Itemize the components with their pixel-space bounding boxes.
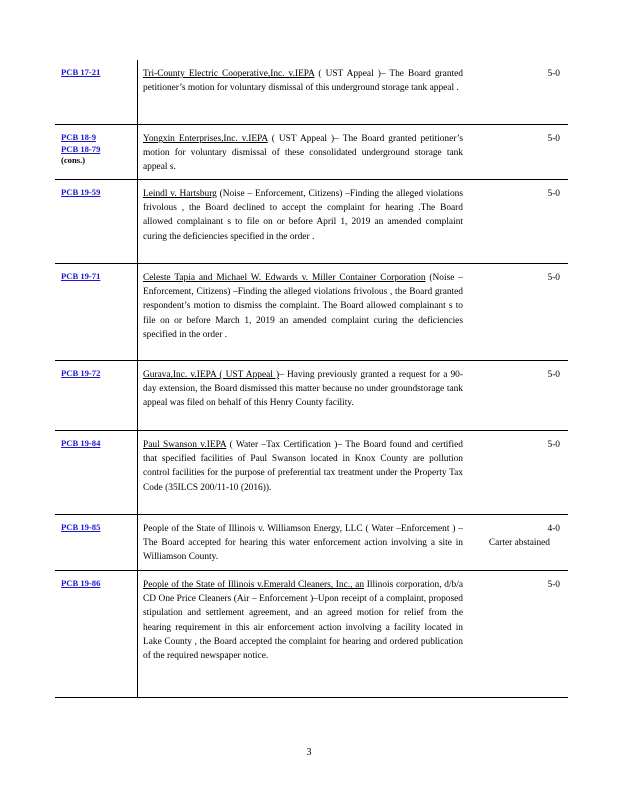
table-row xyxy=(55,361,568,431)
case-link[interactable]: PCB 18-79 xyxy=(61,143,101,154)
vote-cell xyxy=(450,522,560,550)
column-divider xyxy=(137,431,138,514)
case-link[interactable]: PCB 19-85 xyxy=(61,522,101,532)
column-divider xyxy=(137,60,138,124)
case-description xyxy=(143,271,463,342)
case-caption: Paul Swanson v.IEPA xyxy=(143,440,227,450)
column-divider xyxy=(137,180,138,263)
case-description xyxy=(143,132,463,175)
case-numbers xyxy=(61,187,139,199)
column-divider xyxy=(137,515,138,570)
table-row xyxy=(55,515,568,571)
case-summary: (Noise – Enforcement, Citizens) –Finding the alleged violations frivolous , the Board declined to accept the complaint for hearing .The Board allowed complainant s to file on or before April 1, 2019 an amended complaint curing the deficiencies specified in the order . xyxy=(143,189,463,242)
column-divider xyxy=(137,361,138,430)
vote-cell xyxy=(450,438,560,452)
case-description xyxy=(143,438,463,495)
page-number: 3 xyxy=(306,747,312,758)
case-link[interactable]: PCB 19-72 xyxy=(61,368,101,378)
vote-note: Carter abstained xyxy=(488,538,550,549)
vote-count: 5-0 xyxy=(547,370,560,380)
case-summary: Illinois corporation, d/b/a CD One Price Cleaners (Air – Enforcement )–Upon receipt of a complaint, proposed stipulation and settlement agreement, and an agreed motion for relief from the hearing requirement in this air enforcement action involving a facility located in Lake County , the Board accepted the complaint for hearing and ordered publication of the required newspaper notice. xyxy=(143,580,463,662)
case-description xyxy=(143,578,463,663)
case-description xyxy=(143,67,463,95)
case-description xyxy=(143,187,463,244)
case-summary: – Having previously granted a request for a 90-day extension, the Board dismissed this matter because no under groundstorage tank appeal was filed on behalf of this Henry County facility. xyxy=(143,370,463,409)
vote-cell xyxy=(450,578,560,592)
case-caption: Gurava,Inc. v.IEPA ( UST Appeal ) xyxy=(143,370,280,380)
case-numbers xyxy=(61,67,139,79)
vote-count: 5-0 xyxy=(547,273,560,283)
case-caption: People of the State of Illinois v.Emerald Cleaners, Inc., an xyxy=(143,580,365,590)
column-divider xyxy=(137,264,138,360)
table-row xyxy=(55,264,568,361)
table-row xyxy=(55,431,568,515)
case-link[interactable]: PCB 17-21 xyxy=(61,67,101,77)
table-row xyxy=(55,125,568,180)
table-row xyxy=(55,571,568,698)
column-divider xyxy=(137,125,138,179)
case-link[interactable]: PCB 19-59 xyxy=(61,187,101,197)
vote-count: 5-0 xyxy=(547,580,560,590)
case-numbers xyxy=(61,578,139,590)
case-numbers xyxy=(61,271,139,283)
case-numbers xyxy=(61,132,139,167)
case-numbers xyxy=(61,438,139,450)
case-description xyxy=(143,368,463,411)
board-actions-table xyxy=(55,60,568,698)
case-link[interactable]: PCB 19-86 xyxy=(61,578,101,588)
vote-cell xyxy=(450,67,560,81)
case-caption: Tri-County Electric Cooperative,Inc. v.IEPA xyxy=(143,69,315,79)
case-link[interactable]: PCB 19-84 xyxy=(61,438,101,448)
vote-cell xyxy=(450,187,560,201)
case-link[interactable]: PCB 19-71 xyxy=(61,271,101,281)
vote-cell xyxy=(450,132,560,146)
table-row xyxy=(55,180,568,264)
case-link[interactable]: PCB 18-9 xyxy=(61,132,97,142)
case-caption: Celeste Tapia and Michael W. Edwards v. Miller Container Corporation xyxy=(143,273,426,283)
vote-count: 4-0 xyxy=(547,524,560,534)
vote-cell xyxy=(450,271,560,285)
case-caption: Yongxin Enterprises,Inc. v.IEPA xyxy=(143,134,268,144)
case-numbers xyxy=(61,522,139,534)
case-description xyxy=(143,522,463,565)
vote-count: 5-0 xyxy=(547,440,560,450)
column-divider xyxy=(137,571,138,697)
case-caption: Leindl v. Hartsburg xyxy=(143,189,217,199)
consolidated-note: (cons.) xyxy=(61,155,86,165)
case-summary: ( Water –Tax Certification )– The Board found and certified that specified facilities of Paul Swanson located in Knox County are pollution control facilities for the purpose of preferential tax treatment under the Property Tax Code (35ILCS 200/11-10 (2016)). xyxy=(143,440,463,493)
vote-count: 5-0 xyxy=(547,134,560,144)
vote-count: 5-0 xyxy=(547,69,560,79)
vote-count: 5-0 xyxy=(547,189,560,199)
table-row xyxy=(55,60,568,125)
case-summary: (Noise –Enforcement, Citizens) –Finding the alleged violations frivolous , the Board granted respondent’s motion to dismiss the complaint. The Board allowed complainant s to file on or before March 1, 2019 an amended complaint curing the deficiencies specified in the order . xyxy=(143,273,463,340)
case-summary: ( UST Appeal )– The Board granted petitioner’s motion for voluntary dismissal of this underground storage tank appeal . xyxy=(143,69,463,94)
case-summary: ( UST Appeal )– The Board granted petitioner’s motion for voluntary dismissal of these consolidated underground storage tank appeal s. xyxy=(143,134,463,173)
vote-cell xyxy=(450,368,560,382)
case-summary: People of the State of Illinois v. Williamson Energy, LLC ( Water –Enforcement ) –The Board accepted for hearing this water enforcement action involving a site in Williamson County. xyxy=(143,524,463,563)
case-numbers xyxy=(61,368,139,380)
